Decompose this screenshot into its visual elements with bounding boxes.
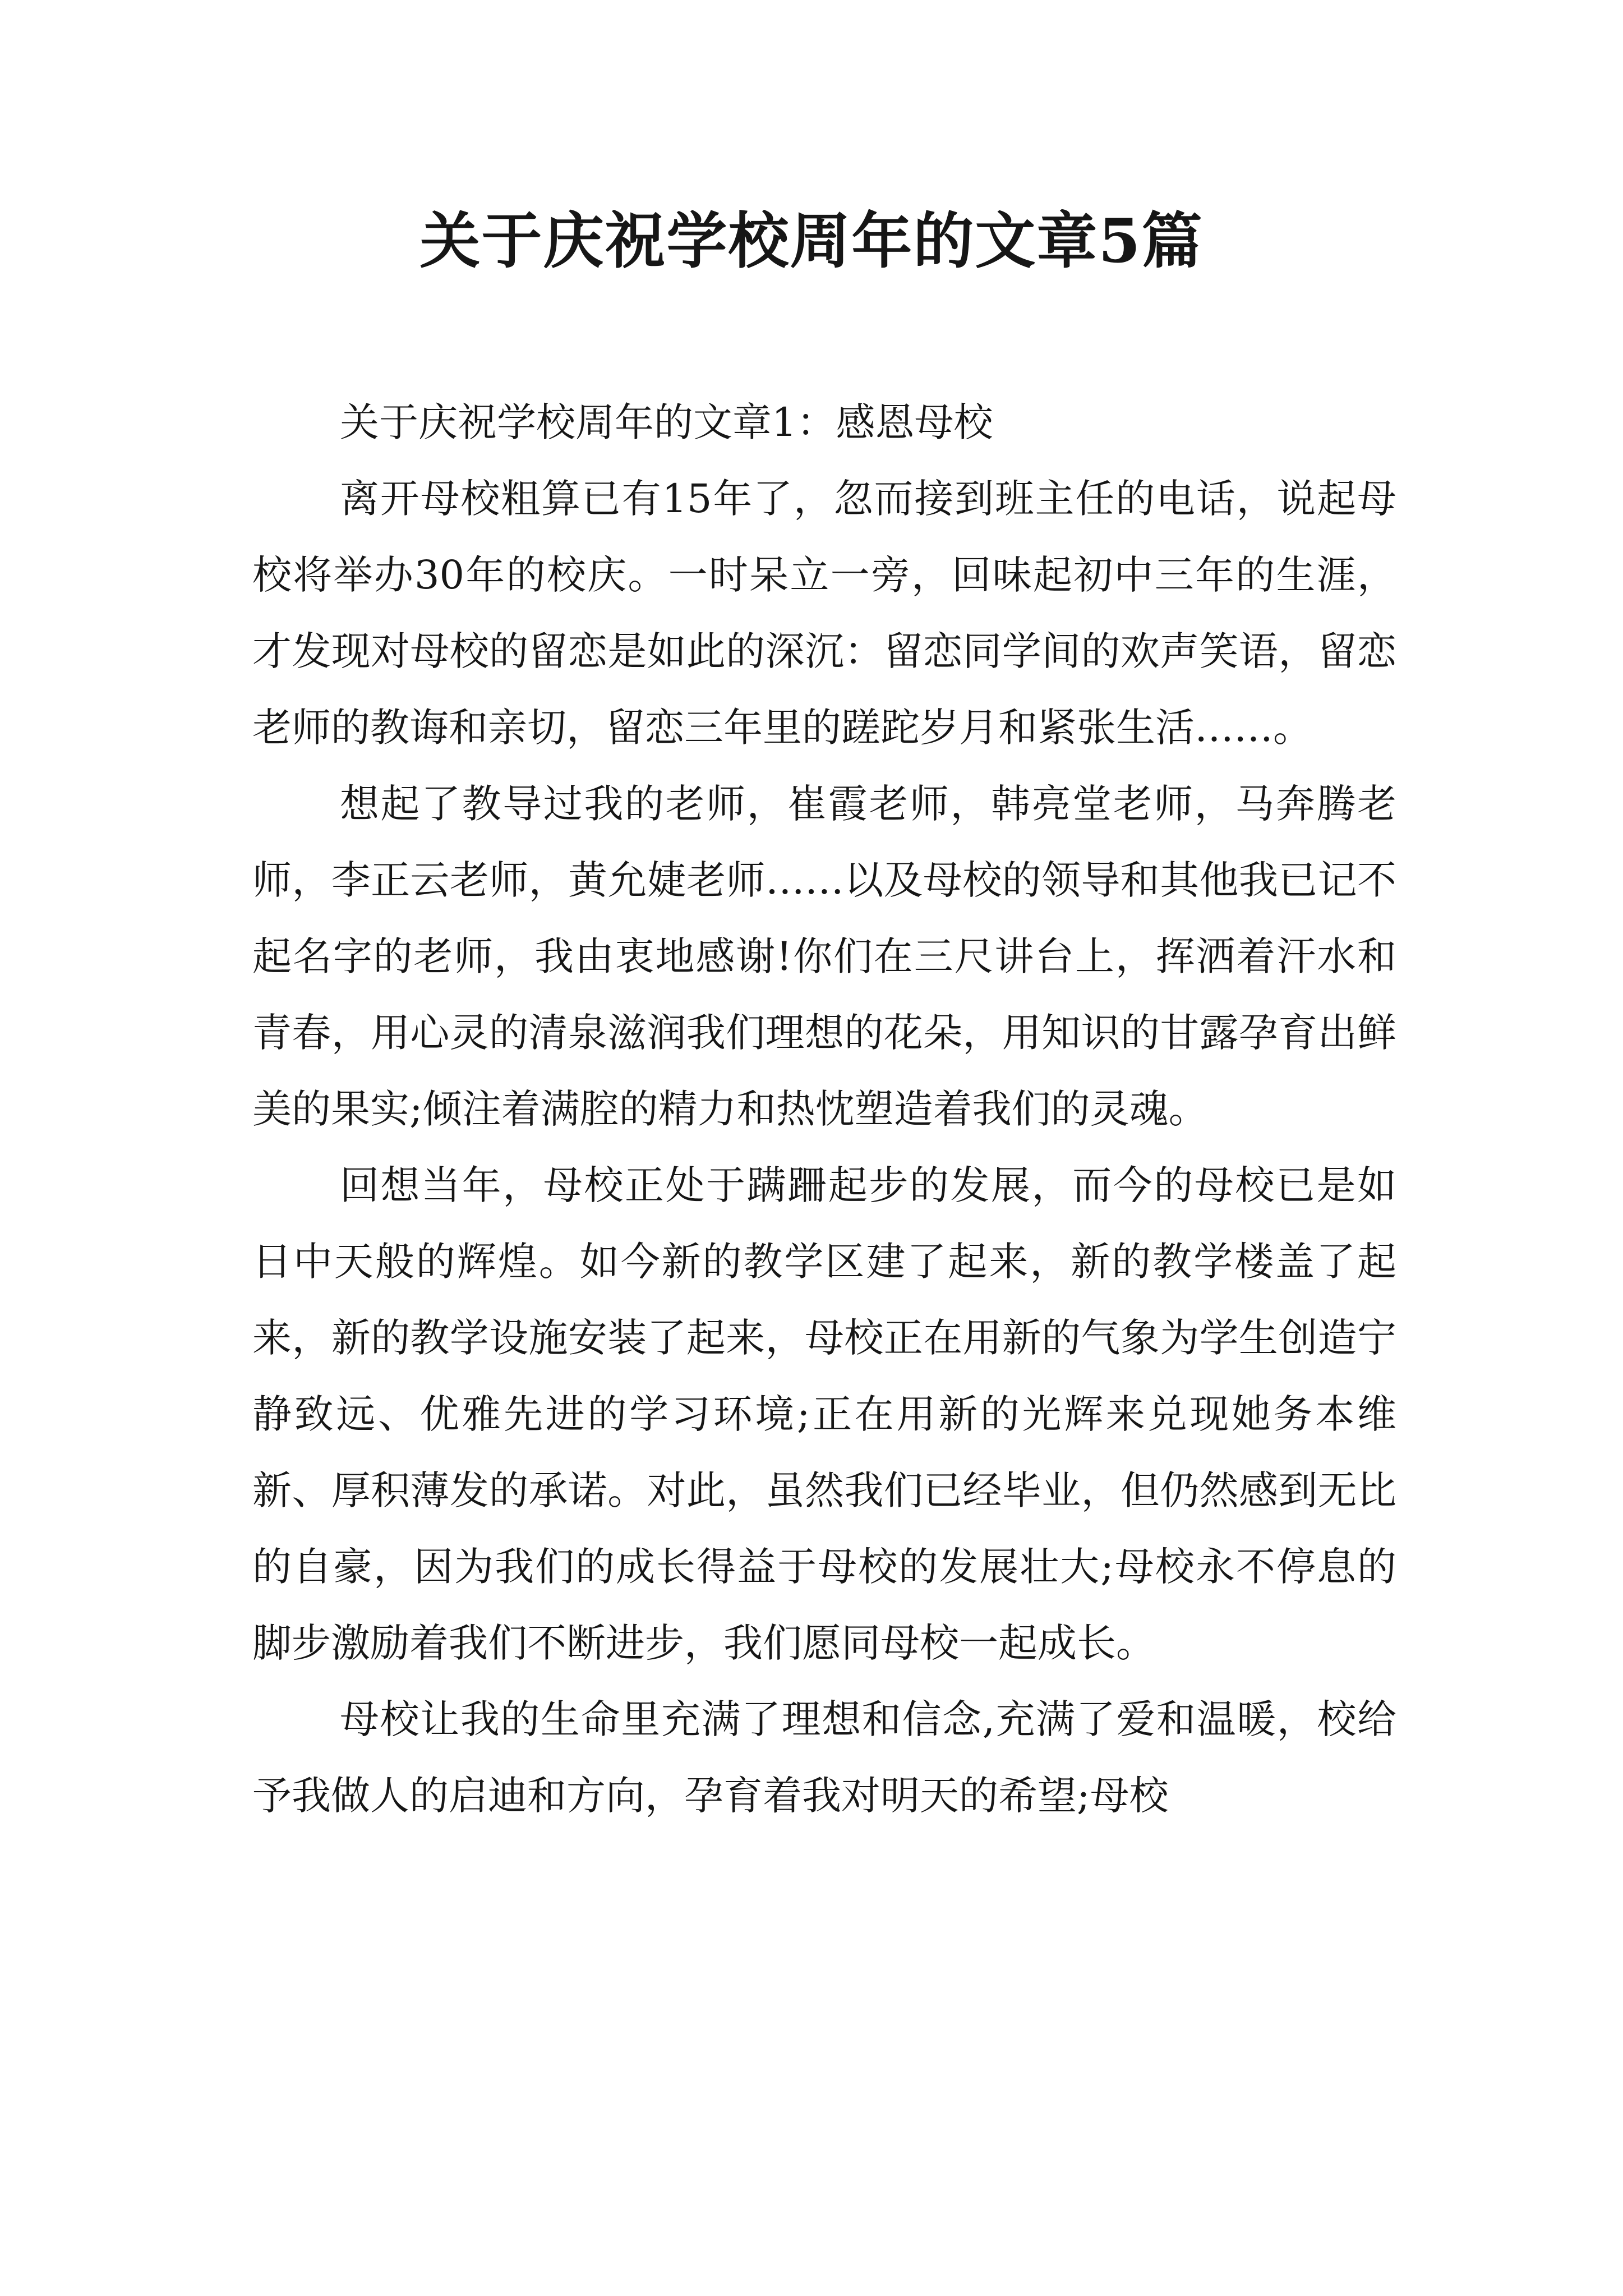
paragraph: 离开母校粗算已有15年了，忽而接到班主任的电话，说起母校将举办30年的校庆。一时呆立一旁，回味起初中三年的生涯，才发现对母校的留恋是如此的深沉：留恋同学间的欢声笑语，留恋老师的教诲和亲切，留恋三年里的蹉跎岁月和紧张生活……。 <box>252 476 1396 751</box>
paragraph: 回想当年，母校正处于蹒跚起步的发展，而今的母校已是如日中天般的辉煌。如今新的教学区建了起来，新的教学楼盖了起来，新的教学设施安装了起来，母校正在用新的气象为学生创造宁静致远、优雅先进的学习环境;正在用新的光辉来兑现她务本维新、厚积薄发的承诺。对此，虽然我们已经毕业，但仍然感到无比的自豪，因为我们的成长得益于母校的发展壮大;母校永不停息的脚步激励着我们不断进步，我们愿同母校一起成长。 <box>252 1162 1396 1666</box>
paragraph: 母校让我的生命里充满了理想和信念,充满了爱和温暖，校给予我做人的启迪和方向，孕育着我对明天的希望;母校 <box>252 1696 1396 1819</box>
paragraph: 想起了教导过我的老师，崔霞老师，韩亮堂老师，马奔腾老师，李正云老师，黄允婕老师……以及母校的领导和其他我已记不起名字的老师，我由衷地感谢!你们在三尺讲台上，挥洒着汗水和青春，用心灵的清泉滋润我们理想的花朵，用知识的甘露孕育出鲜美的果实;倾注着满腔的精力和热忱塑造着我们的灵魂。 <box>252 781 1396 1132</box>
document-body <box>252 384 1396 1834</box>
section-heading: 关于庆祝学校周年的文章1：感恩母校 <box>340 399 993 445</box>
document-title: 关于庆祝学校周年的文章5篇 <box>419 206 1204 277</box>
